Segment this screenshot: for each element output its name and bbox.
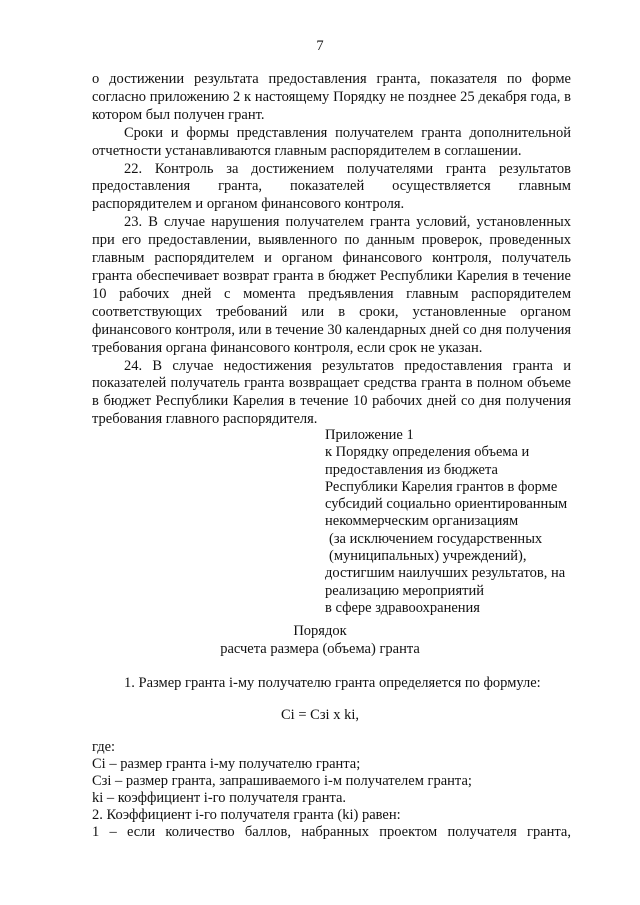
definition-line: Ci – размер гранта i-му получателю гранта; <box>92 756 361 773</box>
appendix-header <box>325 427 575 617</box>
definition-line: ki – коэффициент i-го получателя гранта. <box>92 790 347 807</box>
definition-line: где: <box>92 739 116 755</box>
body-text <box>92 71 571 429</box>
appendix-line: достигшим наилучших результатов, на <box>325 565 566 582</box>
appendix-line: Республики Карелия грантов в форме <box>325 478 558 495</box>
paragraph-23: 23. В случае нарушения получателем гранта условий, установленных при его предоставлении, выявленного по данным проверок, проведенных главным распорядителем и органом финансового контроля, получатель гранта обеспечивает возврат гранта в бюджет Республики Карелия в течение 10 рабочих дней с момента предъявления главным распорядителем соответствующих требований или в сроки, установленные органом финансового контроля, или в течение 30 календарных дней со дня получения требования органа финансового контроля, если срок не указан. <box>92 214 571 356</box>
definition-line: 1 – если количество баллов, набранных проектом получателя гранта, <box>92 824 571 841</box>
formula: Ci = Cзi x ki, <box>281 707 359 723</box>
appendix-line: (муниципальных) учреждений), <box>329 548 527 565</box>
definition-line: 2. Коэффициент i-го получателя гранта (ki) равен: <box>92 807 401 824</box>
paragraph-24: 24. В случае недостижения результатов предоставления гранта и показателей получатель гранта возвращает средства гранта в полном объеме в бюджет Республики Карелия в течение 10 рабочих дней со дня получения требования главного распорядителя. <box>92 357 571 428</box>
appendix-line: некоммерческим организациям <box>325 513 519 530</box>
appendix-line: Приложение 1 <box>325 427 414 443</box>
formula-lead: 1. Размер гранта i-му получателю гранта определяется по формуле: <box>124 675 541 691</box>
procedure-title: Порядок <box>293 623 347 639</box>
paragraph-reporting-terms: Сроки и формы представления получателем гранта дополнительной отчетности устанавливаются главным распорядителем в соглашении. <box>92 124 571 159</box>
appendix-line: субсидий социально ориентированным <box>325 496 568 513</box>
definition-line: Cзi – размер гранта, запрашиваемого i-м получателем гранта; <box>92 773 472 790</box>
appendix-line: (за исключением государственных <box>329 530 543 547</box>
appendix-line: реализацию мероприятий <box>325 582 484 599</box>
appendix-line: в сфере здравоохранения <box>325 599 480 616</box>
definitions <box>92 739 571 842</box>
procedure-subtitle: расчета размера (объема) гранта <box>220 641 420 657</box>
page-number: 7 <box>316 38 324 54</box>
paragraph-22: 22. Контроль за достижением получателями гранта результатов предоставления гранта, показателей осуществляется главным распорядителем и органом финансового контроля. <box>92 160 571 213</box>
paragraph-continuation: о достижении результата предоставления гранта, показателя по форме согласно приложению 2 к настоящему Порядку не позднее 25 декабря года, в котором был получен грант. <box>92 71 571 123</box>
appendix-line: предоставления из бюджета <box>325 461 498 478</box>
appendix-line: к Порядку определения объема и <box>325 444 530 461</box>
